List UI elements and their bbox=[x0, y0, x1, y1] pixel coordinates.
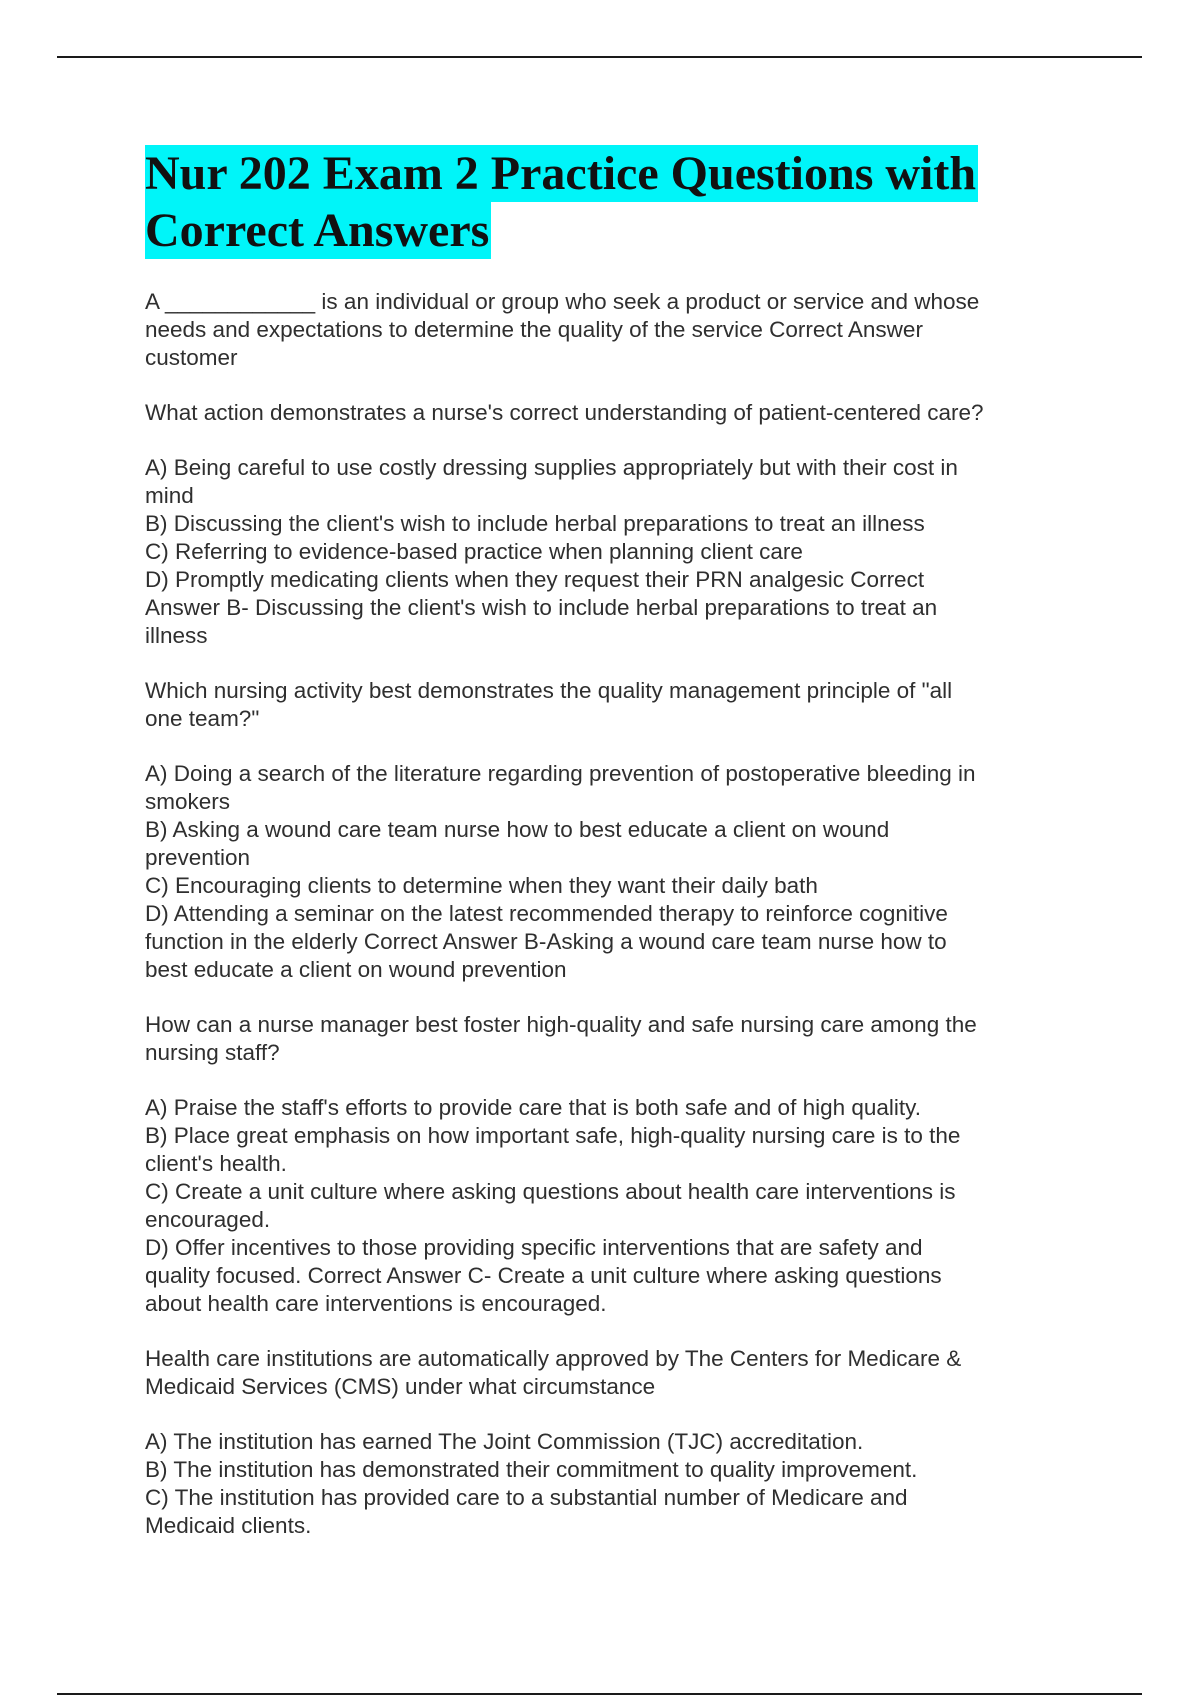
text-line: illness bbox=[145, 623, 208, 648]
text-line: smokers bbox=[145, 789, 231, 814]
text-line: C) Create a unit culture where asking questions about health care interventions is bbox=[145, 1179, 956, 1204]
paragraph bbox=[145, 454, 1070, 650]
text-line: nursing staff? bbox=[145, 1040, 280, 1065]
text-line: How can a nurse manager best foster high-quality and safe nursing care among the bbox=[145, 1012, 977, 1037]
text-line: Answer B- Discussing the client's wish to include herbal preparations to treat an bbox=[145, 595, 938, 620]
text-line: encouraged. bbox=[145, 1207, 271, 1232]
text-line: quality focused. Correct Answer C- Create a unit culture where asking questions bbox=[145, 1263, 942, 1288]
title-line: Correct Answers bbox=[145, 204, 490, 257]
text-line: needs and expectations to determine the quality of the service Correct Answer bbox=[145, 317, 923, 342]
text-line: C) Referring to evidence-based practice when planning client care bbox=[145, 539, 803, 564]
document-body bbox=[145, 288, 1070, 1540]
document-title bbox=[145, 145, 1070, 259]
text-line: B) The institution has demonstrated their commitment to quality improvement. bbox=[145, 1457, 918, 1482]
text-line: mind bbox=[145, 483, 194, 508]
text-line: Medicaid clients. bbox=[145, 1513, 312, 1538]
text-line: Medicaid Services (CMS) under what circumstance bbox=[145, 1374, 656, 1399]
document-content bbox=[145, 145, 1070, 1567]
text-line: A) The institution has earned The Joint Commission (TJC) accreditation. bbox=[145, 1429, 864, 1454]
bottom-rule bbox=[57, 1693, 1142, 1695]
text-line: B) Place great emphasis on how important safe, high-quality nursing care is to the bbox=[145, 1123, 961, 1148]
text-line: Which nursing activity best demonstrates the quality management principle of "all bbox=[145, 678, 953, 703]
text-line: Health care institutions are automatically approved by The Centers for Medicare & bbox=[145, 1346, 962, 1371]
paragraph bbox=[145, 1345, 1070, 1401]
text-line: function in the elderly Correct Answer B-Asking a wound care team nurse how to bbox=[145, 929, 947, 954]
text-line: D) Offer incentives to those providing specific interventions that are safety and bbox=[145, 1235, 923, 1260]
text-line: B) Discussing the client's wish to include herbal preparations to treat an illness bbox=[145, 511, 925, 536]
paragraph bbox=[145, 760, 1070, 984]
paragraph bbox=[145, 288, 1070, 372]
text-line: C) The institution has provided care to a substantial number of Medicare and bbox=[145, 1485, 908, 1510]
paragraph bbox=[145, 1094, 1070, 1318]
text-line: best educate a client on wound prevention bbox=[145, 957, 567, 982]
top-rule bbox=[57, 56, 1142, 58]
text-line: D) Promptly medicating clients when they request their PRN analgesic Correct bbox=[145, 567, 925, 592]
text-line: B) Asking a wound care team nurse how to best educate a client on wound bbox=[145, 817, 890, 842]
paragraph bbox=[145, 1428, 1070, 1540]
paragraph bbox=[145, 1011, 1070, 1067]
text-line: A) Being careful to use costly dressing supplies appropriately but with their cost in bbox=[145, 455, 958, 480]
text-line: A) Praise the staff's efforts to provide care that is both safe and of high quality. bbox=[145, 1095, 921, 1120]
text-line: client's health. bbox=[145, 1151, 287, 1176]
paragraph bbox=[145, 677, 1070, 733]
text-line: one team?" bbox=[145, 706, 260, 731]
text-line: prevention bbox=[145, 845, 251, 870]
text-line: What action demonstrates a nurse's correct understanding of patient-centered care? bbox=[145, 400, 984, 425]
text-line: customer bbox=[145, 345, 238, 370]
text-line: A) Doing a search of the literature regarding prevention of postoperative bleeding in bbox=[145, 761, 976, 786]
paragraph bbox=[145, 399, 1070, 427]
text-line: C) Encouraging clients to determine when they want their daily bath bbox=[145, 873, 818, 898]
text-line: D) Attending a seminar on the latest recommended therapy to reinforce cognitive bbox=[145, 901, 948, 926]
text-line: about health care interventions is encouraged. bbox=[145, 1291, 607, 1316]
title-line: Nur 202 Exam 2 Practice Questions with bbox=[145, 147, 977, 200]
text-line: A ____________ is an individual or group who seek a product or service and whose bbox=[145, 289, 980, 314]
